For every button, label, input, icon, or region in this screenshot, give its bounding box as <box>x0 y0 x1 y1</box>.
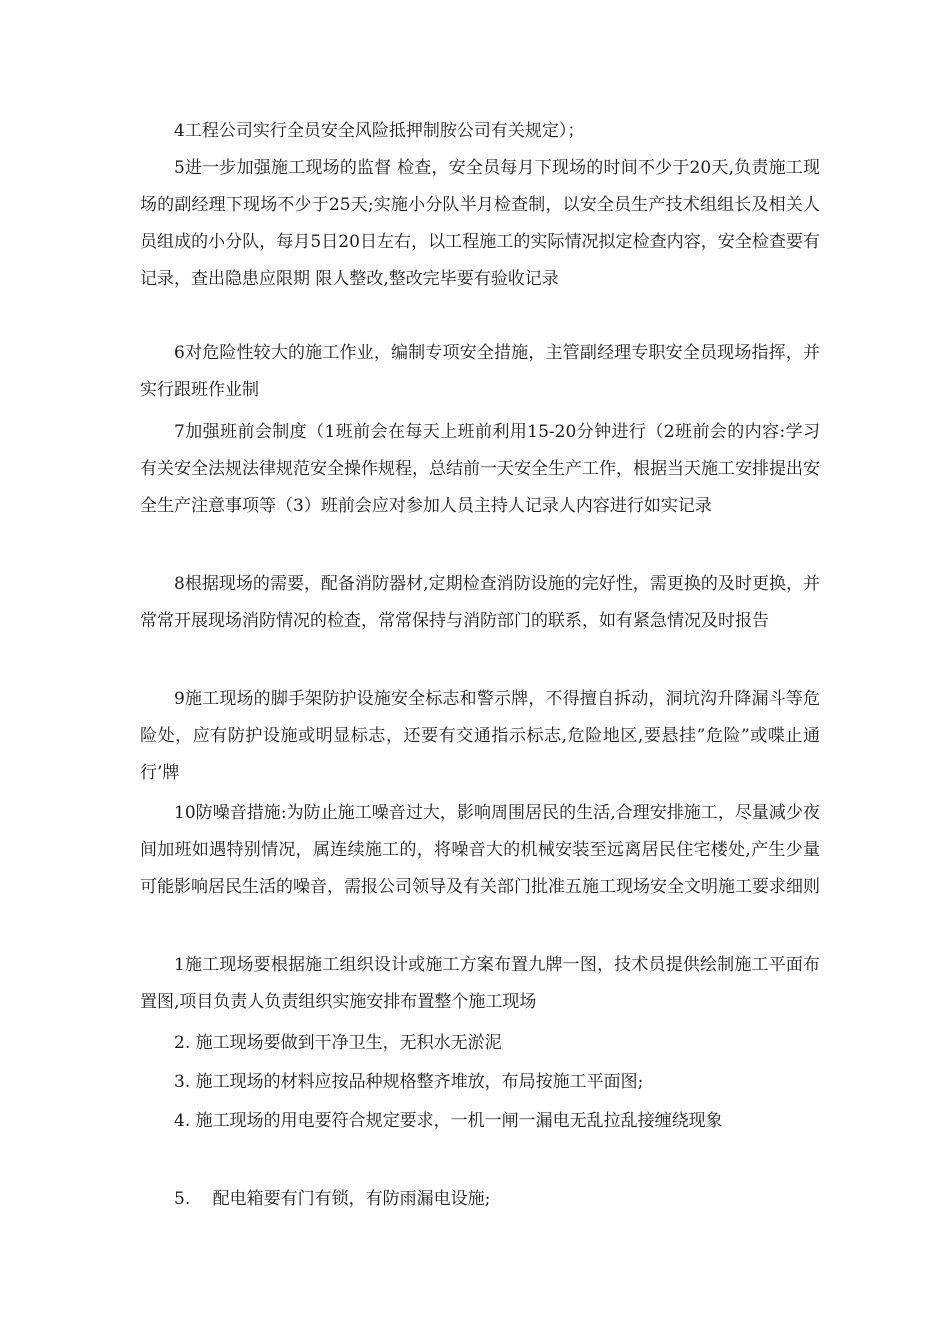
paragraph-5: 5进一步加强施工现场的监督 检查，安全员每月下现场的时间不少于20天,负责施工现场的副经理下现场不少于25天;实施小分队半月检查制，以安全员生产技术组组长及相关人员组成的小分队，每月5日20日左右，以工程施工的实际情况拟定检查内容，安全检查要有记录，查出隐患应限期 限人整改,整改完毕要有验收记录 <box>140 158 820 289</box>
paragraph-4: 4工程公司实行全员安全风险抵押制胺公司有关规定）； <box>174 121 585 141</box>
paragraph-item-1: 1施工现场要根据施工组织设计或施工方案布置九牌一图，技术员提供绘制施工平面布置图,项目负责人负责组织实施安排布置整个施工现场 <box>140 955 820 1012</box>
paragraph-9: 9施工现场的脚手架防护设施安全标志和警示牌，不得擅自拆动，洞坑沟升降漏斗等危险处，应有防护设施或明显标志，还要有交通指示标志,危险地区,要悬挂”危险”或喋止通行’牌 <box>140 689 820 783</box>
paragraph-8: 8根据现场的需要，配备消防器材,定期检查消防设施的完好性，需更换的及时更换，并常常开展现场消防情况的检查，常常保持与消防部门的联系，如有紧急情况及时报告 <box>140 574 820 631</box>
paragraph-6: 6对危险性较大的施工作业，编制专项安全措施，主管副经理专职安全员现场指挥，并实行跟班作业制 <box>140 343 820 400</box>
list-item-2: 2. 施工现场要做到干净卫生，无积水无淤泥 <box>174 1033 502 1053</box>
list-item-4: 4. 施工现场的用电要符合规定要求，一机一闸一漏电无乱拉乱接缠绕现象 <box>174 1111 723 1131</box>
list-item-5: 5. 配电箱要有门有锁，有防雨漏电设施; <box>174 1189 491 1209</box>
list-item-3: 3. 施工现场的材料应按品种规格整齐堆放，布局按施工平面图; <box>174 1072 644 1092</box>
paragraph-7: 7加强班前会制度（1班前会在每天上班前利用15-20分钟进行（2班前会的内容:学习有关安全法规法律规范安全操作规程，总结前一天安全生产工作，根据当天施工安排提出安全生产注意事项等（3）班前会应对参加人员主持人记录人内容进行如实记录 <box>140 422 820 516</box>
paragraph-10: 10防噪音措施:为防止施工噪音过大，影响周围居民的生活,合理安排施工，尽量减少夜间加班如遇特别情况，属连续施工的，将噪音大的机械安装至远离居民住宅楼处,产生少量可能影响居民生活的噪音，需报公司领导及有关部门批准五施工现场安全文明施工要求细则 <box>140 803 820 897</box>
